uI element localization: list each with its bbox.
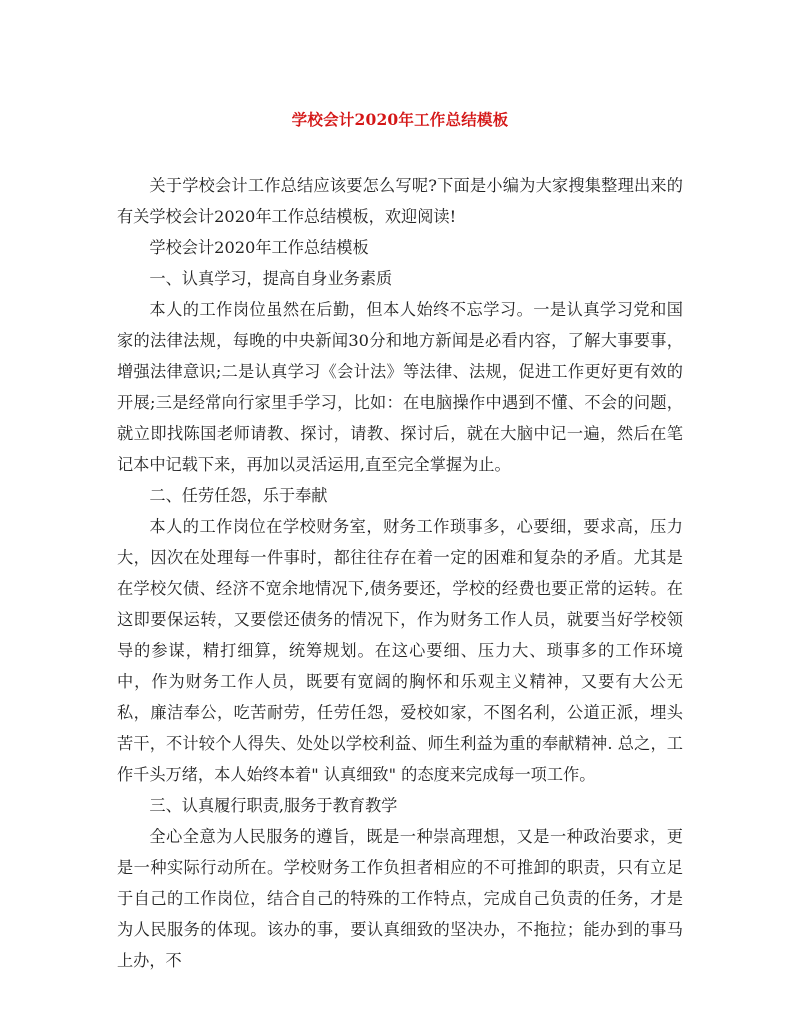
section-heading-2: 二、任劳任怨，乐于奉献 bbox=[149, 486, 328, 505]
section-paragraph-2: 本人的工作岗位在学校财务室，财务工作琐事多，心要细，要求高，压力大，因次在处理每一件事时，都往往存在着一定的困难和复杂的矛盾。尤其是在学校欠债、经济不宽余地情况下,债务要还，学校的经费也要正常的运转。在这即要保运转，又要偿还债务的情况下，作为财务工作人员，就要当好学校领导的参谋，精打细算，统筹规划。在这心要细、压力大、琐事多的工作环境中，作为财务工作人员，既要有宽阔的胸怀和乐观主义精神，又要有大公无私，廉洁奉公，吃苦耐劳，任劳任怨，爱校如家，不图名利，公道正派，埋头苦干，不计较个人得失、处处以学校利益、师生利益为重的奉献精神. 总之，工作千头万绪，本人始终本着" 认真细致" 的态度来完成每一项工作。 bbox=[117, 517, 683, 784]
document-title: 学校会计2020年工作总结模板 bbox=[291, 110, 509, 129]
intro-paragraph: 关于学校会计工作总结应该要怎么写呢?下面是小编为大家搜集整理出来的有关学校会计2020年工作总结模板，欢迎阅读! bbox=[117, 176, 683, 226]
section-heading-1: 一、认真学习，提高自身业务素质 bbox=[149, 269, 393, 288]
section-heading-3: 三、认真履行职责,服务于教育教学 bbox=[149, 796, 398, 815]
subtitle-paragraph: 学校会计2020年工作总结模板 bbox=[149, 238, 369, 257]
document-body bbox=[117, 170, 683, 976]
section-paragraph-3: 全心全意为人民服务的遵旨，既是一种崇高理想，又是一种政治要求，更是一种实际行动所在。学校财务工作负担者相应的不可推卸的职责，只有立足于自己的工作岗位，结合自己的特殊的工作特点，完成自己负责的任务，才是为人民服务的体现。该办的事，要认真细致的坚决办，不拖拉；能办到的事马上办，不 bbox=[117, 827, 683, 970]
section-paragraph-1: 本人的工作岗位虽然在后勤，但本人始终不忘学习。一是认真学习党和国家的法律法规，每晚的中央新闻30分和地方新闻是必看内容，了解大事要事，增强法律意识;二是认真学习《会计法》等法律、法规，促进工作更好更有效的开展;三是经常向行家里手学习，比如：在电脑操作中遇到不懂、不会的问题，就立即找陈国老师请教、探讨，请教、探讨后，就在大脑中记一遍，然后在笔记本中记载下来，再加以灵活运用,直至完全掌握为止。 bbox=[117, 300, 683, 474]
